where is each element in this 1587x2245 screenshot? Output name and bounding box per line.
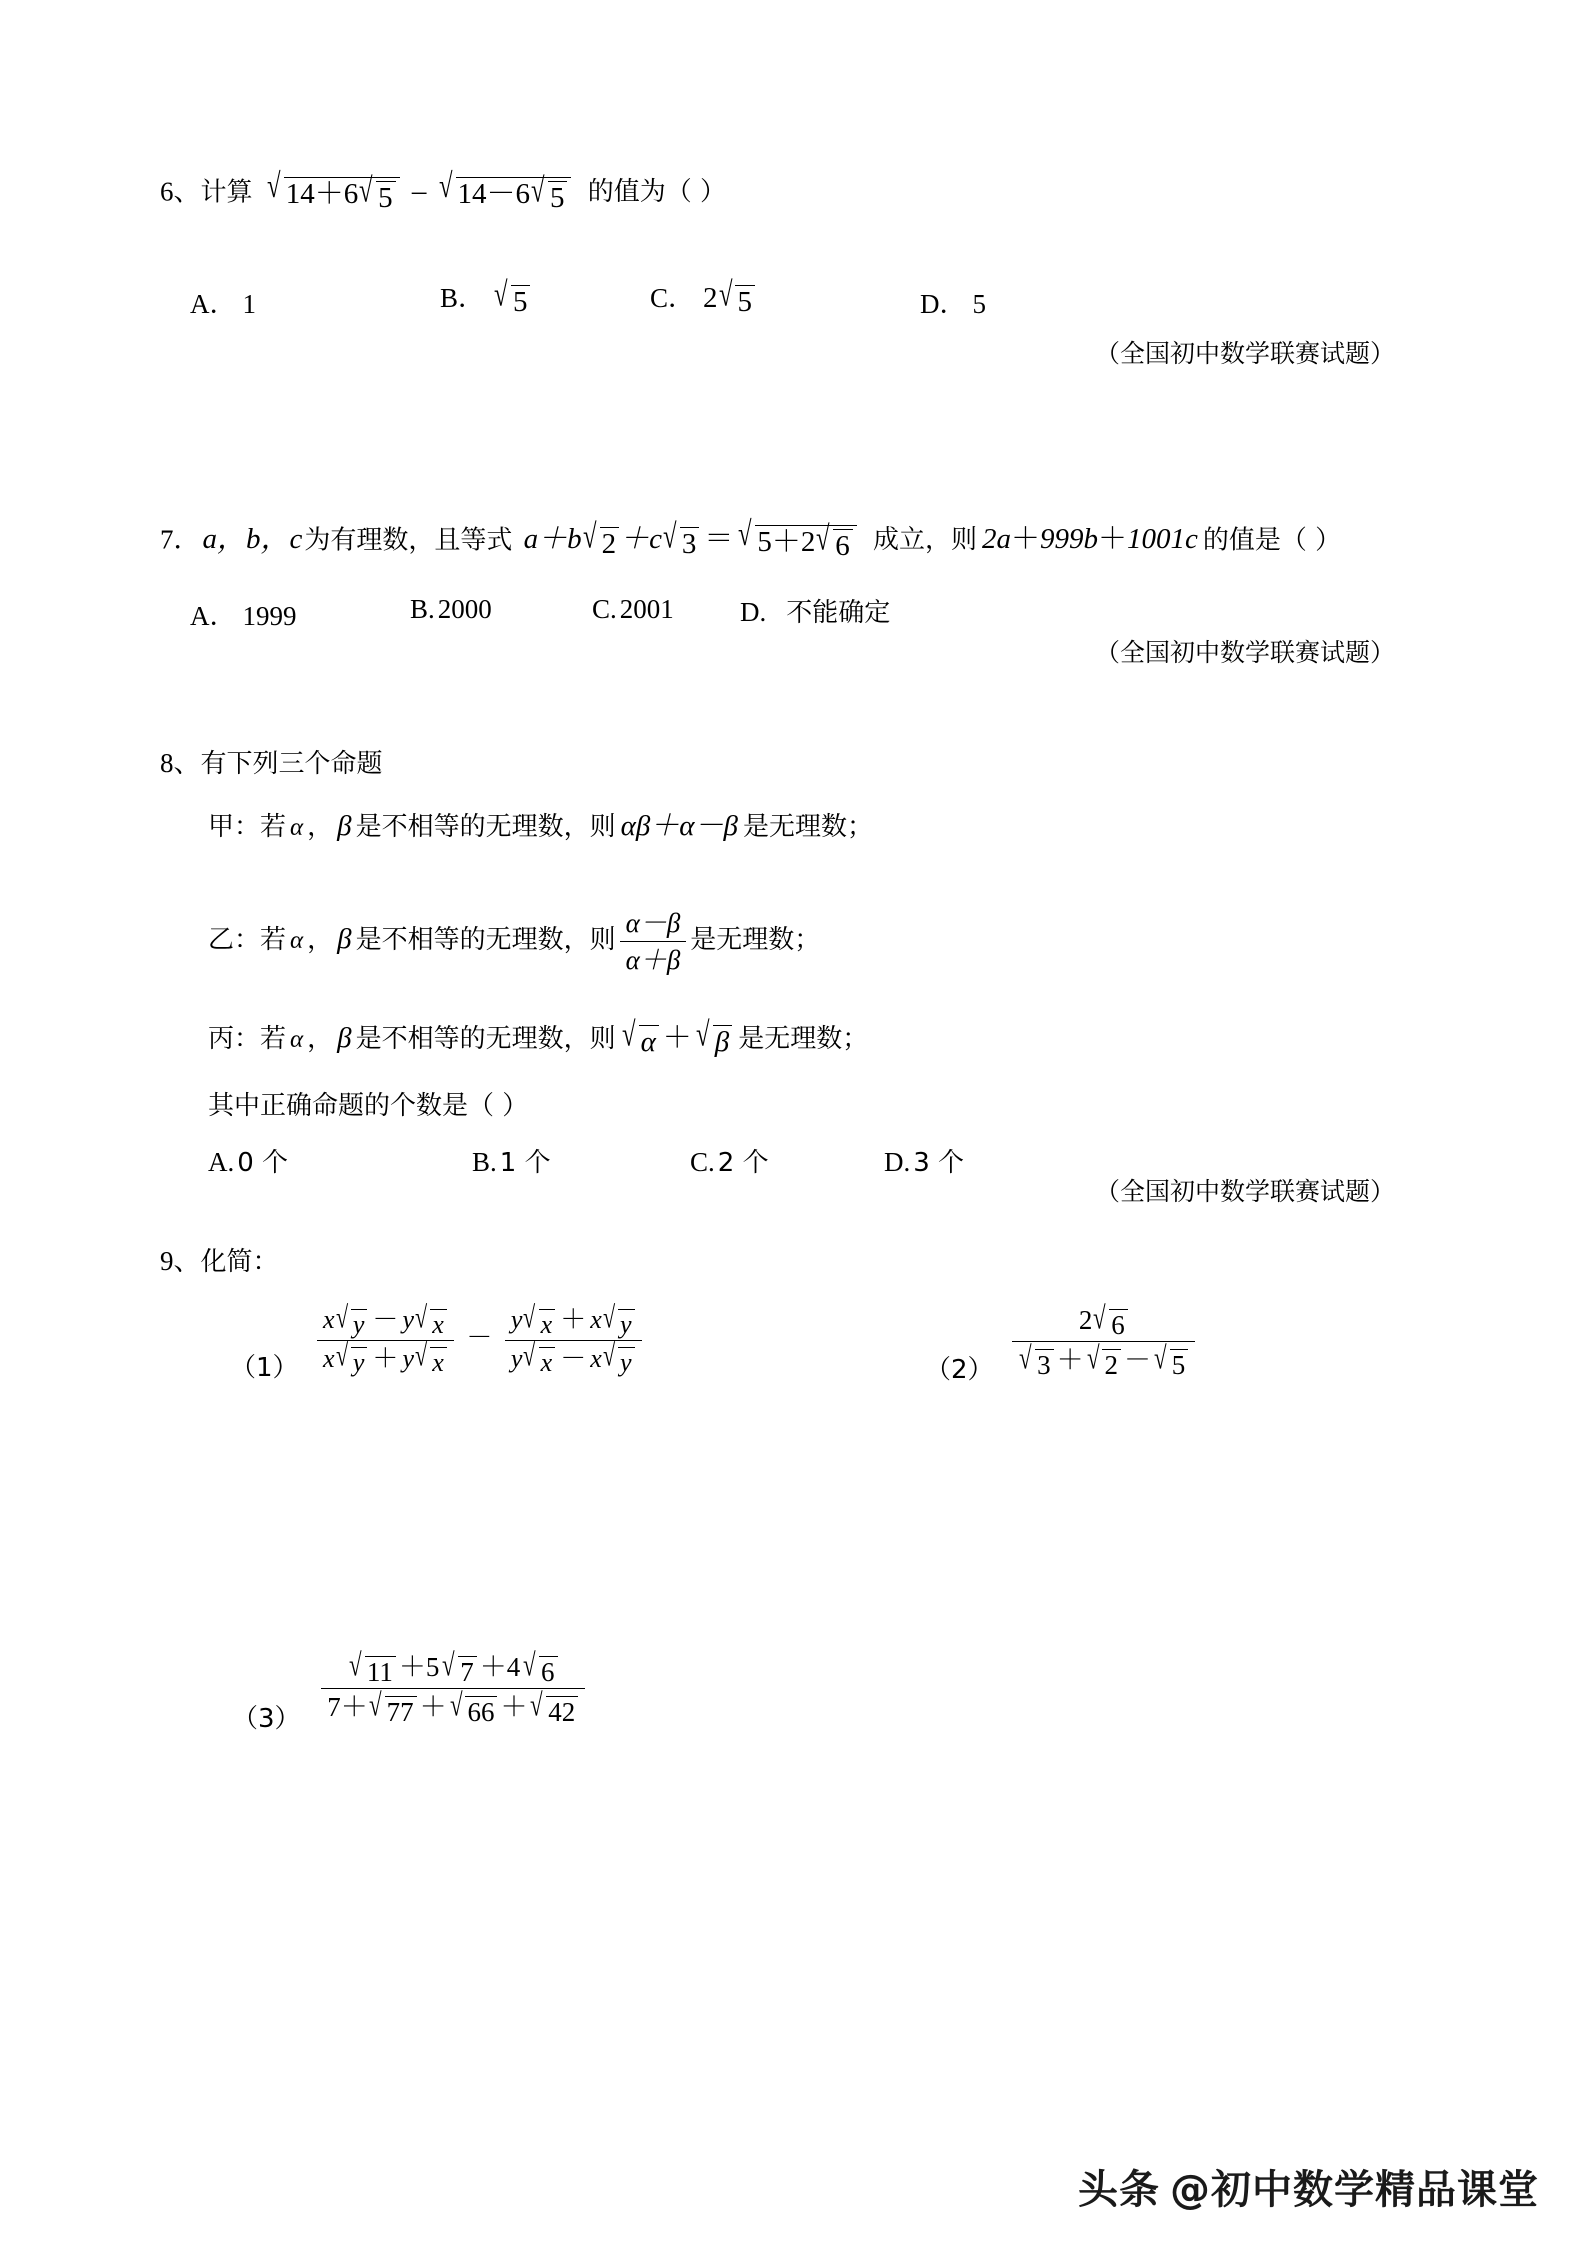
option-d-label: D． [920, 289, 967, 319]
question-6-prompt-prefix: 计算 [200, 177, 253, 208]
question-8-option-b[interactable] [472, 1142, 551, 1179]
comma: ， [307, 1024, 334, 1054]
fraction-denominator [321, 1688, 585, 1725]
minus-operator: – [411, 175, 427, 208]
den-term-b: y [402, 1343, 414, 1373]
fraction-numerator [342, 1647, 564, 1688]
proposition-bing [208, 1016, 869, 1059]
proposition-yi-text-1: 若 [260, 924, 287, 955]
question-9-subpart-3 [232, 1647, 589, 1734]
den-operator-1: ＋ [419, 1691, 447, 1722]
radicand-5: 5 [1170, 1349, 1189, 1379]
watermark [1078, 2158, 1539, 2215]
question-7-text-3: 的值是（ ） [1202, 525, 1342, 556]
sqrt-inner-right: √ 5 [531, 180, 567, 212]
fraction-denominator: α＋β [620, 941, 687, 975]
question-7-prompt [160, 515, 1342, 563]
option-c-label: C. [690, 1147, 715, 1177]
question-7-text-1: 为有理数，且等式 [304, 525, 513, 556]
radicand-x: x [430, 1309, 447, 1338]
sqrt-outer-right: √ 14－6 √ 5 [439, 176, 572, 211]
num-operator-1: ＋5 [398, 1652, 440, 1682]
num-operator-2: ＋4 [479, 1652, 521, 1682]
sqrt-outer-rhs: √ 5＋2 √ 6 [738, 524, 856, 559]
option-b-value: 2000 [437, 594, 492, 624]
question-8-number: 8、 [160, 748, 201, 778]
sqrt-x-icon: √ x [415, 1346, 447, 1375]
fraction-1 [321, 1647, 585, 1727]
radicand-x: x [539, 1309, 556, 1338]
radicand-3: 3 [680, 527, 700, 559]
eq-lhs-a: a＋b [523, 523, 582, 556]
alpha-symbol: α [290, 1026, 304, 1053]
option-c-label: C. [592, 594, 617, 624]
question-8-closing [208, 1092, 528, 1119]
option-a-label: A. [208, 1147, 235, 1177]
den-operator-1: ＋ [1056, 1344, 1084, 1375]
question-6-option-a[interactable] [190, 282, 256, 321]
den-term-a: x [323, 1343, 335, 1373]
num-term-a: x [323, 1305, 335, 1334]
fraction-numerator [317, 1299, 454, 1340]
question-6-prompt-suffix: 的值为（ ） [587, 177, 726, 208]
num-term-b: x [590, 1305, 602, 1334]
radicand-7: 7 [458, 1656, 477, 1686]
question-7-option-c[interactable] [592, 594, 674, 625]
option-c-value: 2 √ 5 [703, 282, 756, 314]
option-b-value [493, 276, 531, 319]
question-7-source: （全国初中数学联赛试题） [1095, 638, 1396, 667]
proposition-bing-tag: 丙： [208, 1024, 261, 1054]
question-7-equation [516, 515, 865, 563]
fraction-numerator [1073, 1300, 1135, 1341]
sqrt-alpha-icon: √ α [622, 1024, 659, 1056]
radicand-66: 66 [465, 1696, 497, 1726]
sqrt-11-icon: √ 11 [349, 1655, 396, 1685]
subpart-3-expression [311, 1647, 590, 1727]
question-8-option-d[interactable] [884, 1142, 964, 1179]
sqrt-icon: √ 5 [494, 284, 530, 316]
question-9-subpart-2 [925, 1300, 1199, 1385]
sqrt-x-icon: √ x [415, 1308, 447, 1337]
option-c-value: 2001 [619, 594, 674, 624]
option-a-value: 0 个 [237, 1148, 289, 1178]
plus-sign: ＋ [662, 1022, 692, 1054]
sqrt-y-icon: √ y [336, 1346, 368, 1375]
num-operator: － [372, 1305, 399, 1334]
question-6-option-c[interactable] [650, 276, 756, 319]
equals-sign: ＝ [704, 523, 734, 556]
fraction-1 [1012, 1300, 1195, 1380]
subpart-2-expression [1002, 1300, 1200, 1380]
num-coefficient: 2 [1078, 1305, 1093, 1335]
proposition-jia-text-1: 若 [260, 812, 287, 842]
subpart-3-label: （3） [232, 1703, 301, 1734]
sqrt-y-icon: √ y [603, 1308, 635, 1337]
radicand-x: x [539, 1347, 556, 1376]
proposition-bing-expression [621, 1016, 734, 1059]
option-b-label: B. [410, 594, 435, 624]
radicand-right: 14－6 [457, 178, 531, 210]
sqrt-beta-icon: √ β [696, 1024, 732, 1056]
fraction-1 [317, 1299, 454, 1378]
radicand-rhs-inner: 6 [833, 529, 853, 561]
fraction-denominator [505, 1340, 642, 1376]
radicand-y: y [351, 1309, 368, 1338]
subpart-1-label: （1） [230, 1353, 299, 1383]
fraction-2 [505, 1299, 642, 1378]
question-7-expression-2: 2a＋999b＋1001c [982, 523, 1198, 556]
radicand-rhs-outer: 5＋2 [757, 526, 816, 558]
den-term-a: y [510, 1343, 523, 1373]
radicand-6: 6 [539, 1656, 558, 1686]
option-c-label: C． [650, 283, 696, 313]
radicand-77: 77 [385, 1696, 417, 1726]
option-d-label: D. [740, 597, 767, 627]
sqrt-7-icon: √ 7 [442, 1655, 476, 1685]
sqrt-x-icon: √ x [523, 1308, 555, 1337]
question-6-source: （全国初中数学联赛试题） [1095, 339, 1396, 368]
radicand-42: 42 [546, 1696, 578, 1726]
proposition-bing-text-2: 是不相等的无理数，则 [355, 1024, 616, 1054]
proposition-jia-expression: αβ＋α－β [620, 810, 738, 842]
option-d-value: 不能确定 [786, 598, 891, 628]
num-term-a: y [510, 1305, 523, 1334]
sqrt-6-icon: √ 6 [523, 1655, 557, 1685]
radicand-inner-left: 5 [376, 181, 396, 213]
den-lead-term: 7＋ [327, 1691, 368, 1722]
watermark-handle: @初中数学精品课堂 [1170, 2167, 1539, 2213]
option-a-label: A． [190, 289, 237, 319]
den-operator-2: ＋ [500, 1691, 528, 1722]
radicand-y: y [618, 1347, 635, 1376]
option-d-value: 3 个 [913, 1148, 965, 1178]
sqrt-outer-left: √ 14＋6 √ 5 [267, 176, 400, 211]
sqrt-77-icon: √ 77 [369, 1695, 417, 1725]
radicand-left: 14＋6 [285, 178, 359, 210]
alpha-symbol: α [290, 926, 304, 954]
option-d-value: 5 [972, 289, 986, 319]
sqrt-66-icon: √ 66 [450, 1695, 498, 1725]
option-b-value: 1 个 [499, 1148, 551, 1178]
subpart-1-expression [307, 1299, 646, 1378]
option-d-label: D. [884, 1147, 911, 1177]
radicand-3: 3 [1035, 1349, 1054, 1379]
question-9-subpart-1 [230, 1299, 646, 1383]
proposition-yi-fraction [620, 908, 687, 975]
radicand-11: 11 [365, 1656, 396, 1686]
radicand-6: 6 [1109, 1309, 1128, 1339]
num-term-b: y [402, 1305, 414, 1334]
beta-symbol: β [337, 1022, 352, 1054]
option-c-value: 2 个 [717, 1148, 769, 1178]
question-6-expression [259, 167, 580, 215]
proposition-jia [208, 812, 873, 841]
sqrt-6-icon: √ 6 [1093, 1308, 1127, 1338]
option-a-value: 1 [242, 289, 256, 319]
question-8-source: （全国初中数学联赛试题） [1095, 1177, 1396, 1206]
option-a-label: A． [190, 601, 237, 631]
den-term-b: x [590, 1343, 602, 1373]
proposition-bing-text-3: 是无理数； [738, 1024, 869, 1054]
question-8-stem-text: 有下列三个命题 [200, 749, 383, 779]
radicand-beta: β [713, 1025, 732, 1057]
fraction-numerator: α－β [625, 908, 681, 938]
question-9-stem-text: 化简： [200, 1247, 279, 1277]
question-8-closing-text: 其中正确命题的个数是（ ） [208, 1091, 529, 1121]
question-7-text-2: 成立，则 [873, 525, 978, 556]
question-8-stem [160, 750, 383, 777]
sqrt-icon: √ 5 [719, 284, 755, 316]
sqrt-y-icon: √ y [336, 1308, 368, 1337]
proposition-bing-text-1: 若 [260, 1024, 287, 1054]
beta-symbol: β [337, 810, 352, 842]
fraction-numerator [505, 1299, 642, 1340]
question-8-option-c[interactable] [690, 1142, 769, 1179]
question-6-option-d[interactable] [920, 282, 986, 321]
fraction-denominator [1012, 1341, 1195, 1378]
sqrt-2-icon: √ 2 [583, 526, 619, 558]
den-operator-2: － [1123, 1344, 1151, 1375]
question-7-number: 7． [160, 524, 201, 555]
question-7-option-d[interactable] [740, 592, 890, 629]
question-7-option-a[interactable] [190, 594, 297, 633]
question-8-option-a[interactable] [208, 1142, 288, 1179]
den-operator: － [560, 1343, 587, 1373]
radicand-2: 2 [1102, 1349, 1121, 1379]
fraction-denominator [317, 1340, 454, 1376]
proposition-jia-text-2: 是不相等的无理数，则 [355, 812, 616, 842]
option-b-label: B. [472, 1147, 497, 1177]
sqrt-42-icon: √ 42 [530, 1695, 578, 1725]
watermark-logo: 头条 [1078, 2167, 1160, 2213]
radicand-alpha: α [639, 1025, 659, 1057]
sqrt-inner-left: √ 5 [359, 180, 395, 212]
proposition-yi-tag: 乙： [208, 924, 261, 955]
question-7-variables: a，b，c [202, 523, 303, 556]
comma: ， [307, 924, 334, 955]
between-operator: － [466, 1323, 493, 1352]
radicand-y: y [351, 1347, 368, 1376]
sqrt-x-icon: √ x [523, 1346, 555, 1375]
radicand-inner-right: 5 [548, 181, 568, 213]
proposition-jia-text-3: 是无理数； [742, 812, 873, 842]
question-6-option-b[interactable] [440, 276, 531, 319]
sqrt-2-icon: √ 2 [1087, 1348, 1121, 1378]
radicand-2: 2 [600, 527, 620, 559]
sqrt-y-icon: √ y [603, 1346, 635, 1375]
radicand-x: x [430, 1347, 447, 1376]
question-7-option-b[interactable] [410, 594, 492, 625]
sqrt-5-icon: √ 5 [1154, 1348, 1188, 1378]
question-9-number: 9、 [160, 1246, 201, 1276]
sqrt-inner-rhs: √ 6 [816, 528, 852, 560]
subpart-2-label: （2） [925, 1354, 994, 1385]
option-b-label: B． [440, 283, 486, 313]
sqrt-3-icon: √ 3 [1019, 1348, 1053, 1378]
question-9-stem [160, 1248, 279, 1275]
proposition-yi-text-3: 是无理数； [690, 924, 821, 955]
num-operator: ＋ [560, 1305, 587, 1334]
comma: ， [307, 812, 334, 842]
proposition-yi [208, 908, 820, 975]
radicand-y: y [618, 1309, 635, 1338]
den-operator: ＋ [372, 1343, 399, 1373]
eq-plus-c: ＋c [620, 523, 662, 556]
proposition-jia-tag: 甲： [208, 812, 261, 842]
beta-symbol: β [337, 922, 352, 955]
question-6-number: 6、 [160, 176, 201, 207]
alpha-symbol: α [290, 814, 304, 841]
option-a-value: 1999 [242, 601, 297, 631]
proposition-yi-text-2: 是不相等的无理数，则 [355, 924, 616, 955]
question-6-prompt [160, 167, 726, 215]
sqrt-3-icon: √ 3 [663, 526, 699, 558]
